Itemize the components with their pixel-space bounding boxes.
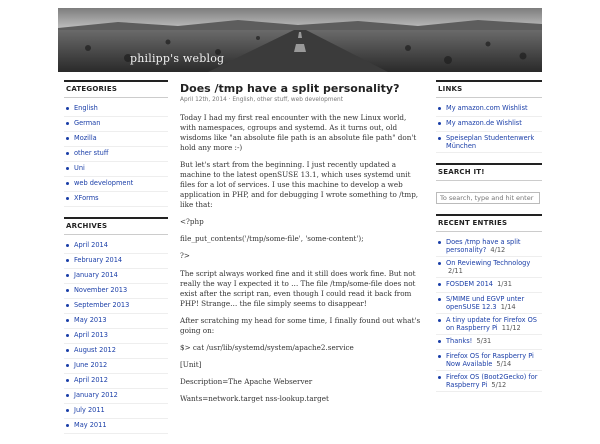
category-item xyxy=(64,102,168,117)
archive-item xyxy=(64,329,168,344)
bullet-icon xyxy=(66,424,69,427)
bullet-icon xyxy=(438,283,441,286)
recent-entries-heading: RECENT ENTRIES xyxy=(436,214,542,232)
archive-link[interactable]: September 2013 xyxy=(74,301,130,309)
recent-entry-link[interactable]: Thanks! xyxy=(446,337,473,345)
recent-entries-list xyxy=(436,236,542,392)
post-paragraph: But let's start from the beginning. I just recently updated a machine to the latest openSUSE 13.1, which uses systemd unit files for a lot of services. I use this machine to develop a web application in PHP, and for debugging I wrote something to /tmp, like that: xyxy=(180,160,419,209)
recent-entry-date: 1/14 xyxy=(500,303,516,311)
code-line: [Unit] xyxy=(180,360,202,369)
bullet-icon xyxy=(438,340,441,343)
recent-entries-widget xyxy=(436,214,542,392)
archive-link[interactable]: June 2012 xyxy=(74,361,108,369)
archive-item xyxy=(64,419,168,434)
archive-link[interactable]: January 2012 xyxy=(74,391,118,399)
archive-item xyxy=(64,404,168,419)
bullet-icon xyxy=(66,137,69,140)
category-item xyxy=(64,147,168,162)
archive-item xyxy=(64,374,168,389)
bullet-icon xyxy=(66,394,69,397)
category-item xyxy=(64,132,168,147)
bullet-icon xyxy=(438,107,441,110)
recent-entry-date: 4/12 xyxy=(490,246,506,254)
bullet-icon xyxy=(438,376,441,379)
archive-link[interactable]: November 2013 xyxy=(74,286,128,294)
link-amazon-com-wishlist[interactable]: My amazon.com Wishlist xyxy=(446,104,528,112)
bullet-icon xyxy=(66,409,69,412)
bullet-icon xyxy=(66,182,69,185)
recent-entry-date: 2/11 xyxy=(448,267,463,275)
archive-item xyxy=(64,284,168,299)
bullet-icon xyxy=(438,241,441,244)
code-line: $> cat /usr/lib/systemd/system/apache2.service xyxy=(180,343,354,352)
code-line: Wants=network.target nss-lookup.target xyxy=(180,394,329,403)
search-heading: SEARCH IT! xyxy=(436,163,542,181)
recent-entry-link[interactable]: FOSDEM 2014 xyxy=(446,280,493,288)
category-item xyxy=(64,177,168,192)
recent-entry-link[interactable]: A tiny update for Firefox OS on Raspberry Pi xyxy=(446,316,537,332)
archive-link[interactable]: July 2011 xyxy=(74,406,105,414)
archive-item xyxy=(64,344,168,359)
archive-link[interactable]: January 2014 xyxy=(74,271,118,279)
bullet-icon xyxy=(438,262,441,265)
category-link-web-development[interactable]: web development xyxy=(74,179,134,187)
recent-entry-date: 5/31 xyxy=(476,337,492,345)
recent-entry xyxy=(436,371,542,392)
recent-entry-link[interactable]: Firefox OS for Raspberry Pi Now Available xyxy=(446,352,534,368)
post-title xyxy=(180,82,424,95)
category-link-xforms[interactable]: XForms xyxy=(74,194,99,202)
links-widget xyxy=(436,80,542,153)
links-list xyxy=(436,102,542,153)
archives-heading: ARCHIVES xyxy=(64,217,168,235)
post-paragraph: The script always worked fine and it still does work fine. But not really the way I expected it to … The file /tmp/some-file does not exist after the script ran, even though I could read it back from PHP! Strange… the file simply seems to disappear! xyxy=(180,269,416,308)
recent-entry-link[interactable]: On Reviewing Technology xyxy=(446,259,531,267)
code-line: file_put_contents('/tmp/some-file', 'some-content'); xyxy=(180,234,364,243)
code-line: ?> xyxy=(180,251,190,260)
search-widget xyxy=(436,163,542,204)
archive-link[interactable]: May 2013 xyxy=(74,316,107,324)
recent-entry xyxy=(436,257,542,278)
search-input[interactable] xyxy=(436,192,540,204)
archive-link[interactable]: April 2014 xyxy=(74,241,108,249)
archive-item xyxy=(64,239,168,254)
recent-entry xyxy=(436,350,542,371)
bullet-icon xyxy=(66,304,69,307)
category-link-mozilla[interactable]: Mozilla xyxy=(74,134,97,142)
category-item xyxy=(64,117,168,132)
recent-entry-date: 5/14 xyxy=(496,360,512,368)
link-amazon-de-wishlist[interactable]: My amazon.de Wishlist xyxy=(446,119,522,127)
post-title-link[interactable]: Does /tmp have a split personality? xyxy=(180,82,400,95)
bullet-icon xyxy=(66,107,69,110)
bullet-icon xyxy=(66,319,69,322)
recent-entry-date: 11/12 xyxy=(501,324,521,332)
link-item xyxy=(436,117,542,132)
archive-item xyxy=(64,359,168,374)
right-sidebar xyxy=(436,80,542,402)
recent-entry-date: 5/12 xyxy=(491,381,507,389)
archive-item xyxy=(64,269,168,284)
bullet-icon xyxy=(66,289,69,292)
bullet-icon xyxy=(66,274,69,277)
categories-list xyxy=(64,102,168,207)
recent-entry-link[interactable]: S/MIME und EGVP unter openSUSE 12.3 xyxy=(446,295,525,311)
bullet-icon xyxy=(66,379,69,382)
archive-link[interactable]: May 2011 xyxy=(74,421,107,429)
post-paragraph: After scratching my head for some time, I finally found out what's going on: xyxy=(180,316,421,335)
bullet-icon xyxy=(66,334,69,337)
code-line: <?php xyxy=(180,217,204,226)
bullet-icon xyxy=(438,137,441,140)
recent-entry-link[interactable]: Does /tmp have a split personality? xyxy=(446,238,521,254)
bullet-icon xyxy=(66,167,69,170)
bullet-icon xyxy=(66,244,69,247)
link-item xyxy=(436,102,542,117)
bullet-icon xyxy=(66,259,69,262)
code-block-shell xyxy=(180,343,424,404)
categories-heading: CATEGORIES xyxy=(64,80,168,98)
category-item xyxy=(64,162,168,177)
archive-link[interactable]: February 2014 xyxy=(74,256,123,264)
bullet-icon xyxy=(66,122,69,125)
category-link-uni[interactable]: Uni xyxy=(74,164,85,172)
site-title[interactable]: philipp's weblog xyxy=(130,52,225,65)
recent-entry xyxy=(436,314,542,335)
archives-list xyxy=(64,239,168,434)
recent-entry xyxy=(436,335,542,350)
archive-link[interactable]: April 2012 xyxy=(74,376,108,384)
post-paragraph: Today I had my first real encounter with the new Linux world, with namespaces, cgroups and systemd. As it turns out, old wisdoms like "an absolute file path is an absolute file path" don't hold any more :-) xyxy=(180,113,417,152)
bullet-icon xyxy=(66,197,69,200)
recent-entry xyxy=(436,236,542,257)
bullet-icon xyxy=(438,355,441,358)
category-link-german[interactable]: German xyxy=(74,119,101,127)
archive-item xyxy=(64,389,168,404)
recent-entry-link[interactable]: Firefox OS (Boot2Gecko) for Raspberry Pi xyxy=(446,373,538,389)
bullet-icon xyxy=(438,122,441,125)
bullet-icon xyxy=(438,319,441,322)
header-banner xyxy=(58,8,542,72)
categories-widget xyxy=(64,80,168,207)
links-heading: LINKS xyxy=(436,80,542,98)
post-body xyxy=(180,113,424,404)
left-sidebar xyxy=(64,80,168,444)
archives-widget xyxy=(64,217,168,434)
archive-link[interactable]: April 2013 xyxy=(74,331,108,339)
bullet-icon xyxy=(66,364,69,367)
post-meta: April 12th, 2014 · English, other stuff, web development xyxy=(180,97,344,103)
category-link-english[interactable]: English xyxy=(74,104,98,112)
recent-entry-date: 1/31 xyxy=(497,280,512,288)
bullet-icon xyxy=(66,152,69,155)
archive-item xyxy=(64,299,168,314)
recent-entry xyxy=(436,278,542,293)
category-link-other-stuff[interactable]: other stuff xyxy=(74,149,109,157)
archive-item xyxy=(64,254,168,269)
code-block-php xyxy=(180,217,424,261)
archive-link[interactable]: August 2012 xyxy=(74,346,116,354)
category-item xyxy=(64,192,168,207)
main-content xyxy=(180,82,424,412)
recent-entry xyxy=(436,293,542,314)
link-item xyxy=(436,132,542,153)
link-speiseplan[interactable]: Speiseplan Studentenwerk München xyxy=(446,134,535,150)
archive-item xyxy=(64,314,168,329)
bullet-icon xyxy=(438,298,441,301)
bullet-icon xyxy=(66,349,69,352)
code-line: Description=The Apache Webserver xyxy=(180,377,313,386)
